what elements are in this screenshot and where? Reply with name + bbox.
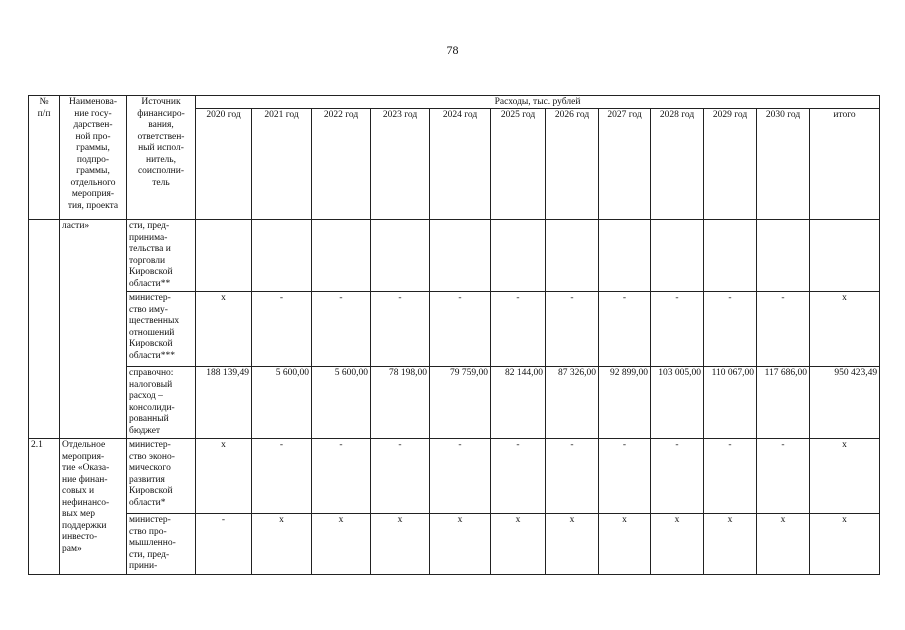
table-cell: 103 005,00 <box>651 367 704 439</box>
header-year: 2030 год <box>757 109 810 220</box>
table-cell: x <box>371 514 430 575</box>
table-cell <box>252 220 312 292</box>
table-cell <box>810 220 880 292</box>
header-year: 2022 год <box>312 109 371 220</box>
header-year: 2025 год <box>491 109 546 220</box>
table-cell: x <box>599 514 651 575</box>
table-cell: x <box>757 514 810 575</box>
header-year: 2023 год <box>371 109 430 220</box>
row-num <box>29 220 60 439</box>
table-cell: - <box>704 439 757 514</box>
table-cell: x <box>196 292 252 367</box>
table-cell: 92 899,00 <box>599 367 651 439</box>
table-row <box>29 514 880 575</box>
header-year: 2021 год <box>252 109 312 220</box>
table-cell <box>546 220 599 292</box>
table-cell: - <box>599 439 651 514</box>
table-cell: - <box>312 439 371 514</box>
table-cell: - <box>491 439 546 514</box>
table-cell: - <box>757 292 810 367</box>
table-cell: 110 067,00 <box>704 367 757 439</box>
table-cell: 188 139,49 <box>196 367 252 439</box>
row-funding-source: сти, пред- принима- тельства и торговли Кировской области** <box>127 220 196 292</box>
table-row <box>29 439 880 514</box>
row-program-name: ласти» <box>60 220 127 439</box>
table-cell: x <box>546 514 599 575</box>
row-funding-source: министер- ство эконо- мического развития Кировской области* <box>127 439 196 514</box>
table-cell: 79 759,00 <box>430 367 491 439</box>
table-cell <box>312 220 371 292</box>
header-num: № п/п <box>29 96 60 220</box>
expenses-table <box>28 95 880 575</box>
header-funding-source: Источник финансиро- вания, ответствен- ный испол- нитель, соисполни- тель <box>127 96 196 220</box>
row-funding-source: министер- ство про- мышленно- сти, пред- прини- <box>127 514 196 575</box>
row-funding-source: справочно: налоговый расход – консолиди- рованный бюджет <box>127 367 196 439</box>
table-cell <box>704 220 757 292</box>
table-cell: 117 686,00 <box>757 367 810 439</box>
table-cell <box>371 220 430 292</box>
header-program-name: Наименова- ние госу- дарствен- ной про- граммы, подпро- граммы, отдельного мероприя- тия, проекта <box>60 96 127 220</box>
row-program-name: Отдельное мероприя- тие «Оказа- ние финан- совых и нефинансо- вых мер поддержки инвесто- рам» <box>60 439 127 575</box>
table-cell: x <box>704 514 757 575</box>
table-cell: x <box>810 514 880 575</box>
table-cell: 950 423,49 <box>810 367 880 439</box>
table-cell <box>651 220 704 292</box>
header-year: 2020 год <box>196 109 252 220</box>
table-cell: - <box>430 439 491 514</box>
table-cell: - <box>651 439 704 514</box>
table-cell: - <box>491 292 546 367</box>
table-cell <box>491 220 546 292</box>
table-cell: 5 600,00 <box>252 367 312 439</box>
table-cell: 82 144,00 <box>491 367 546 439</box>
table-cell: - <box>757 439 810 514</box>
row-funding-source: министер- ство иму- щественных отношений Кировской области*** <box>127 292 196 367</box>
table-cell: x <box>252 514 312 575</box>
table-cell: x <box>430 514 491 575</box>
table-cell: x <box>651 514 704 575</box>
table-cell <box>430 220 491 292</box>
table-cell <box>757 220 810 292</box>
table-cell: - <box>252 439 312 514</box>
table-cell: 87 326,00 <box>546 367 599 439</box>
row-num: 2.1 <box>29 439 60 575</box>
table-row <box>29 220 880 292</box>
table-cell: x <box>312 514 371 575</box>
table-cell: 78 198,00 <box>371 367 430 439</box>
table-cell: - <box>430 292 491 367</box>
table-cell: x <box>810 439 880 514</box>
table-cell: - <box>371 292 430 367</box>
header-row-top <box>29 96 880 109</box>
table-cell: - <box>252 292 312 367</box>
table-cell: x <box>810 292 880 367</box>
table-cell: - <box>196 514 252 575</box>
page-number: 78 <box>446 43 459 57</box>
table-row <box>29 292 880 367</box>
table-cell: - <box>546 439 599 514</box>
table-cell <box>196 220 252 292</box>
header-expenses: Расходы, тыс. рублей <box>196 96 880 109</box>
header-year: 2027 год <box>599 109 651 220</box>
table-cell: - <box>312 292 371 367</box>
table-cell: x <box>196 439 252 514</box>
header-year: 2024 год <box>430 109 491 220</box>
table-cell: - <box>599 292 651 367</box>
table-cell: - <box>371 439 430 514</box>
header-total: итого <box>810 109 880 220</box>
table-cell: - <box>546 292 599 367</box>
table-cell: x <box>491 514 546 575</box>
table-cell: - <box>704 292 757 367</box>
table-cell: - <box>651 292 704 367</box>
table-row <box>29 367 880 439</box>
header-year: 2029 год <box>704 109 757 220</box>
header-year: 2028 год <box>651 109 704 220</box>
table-cell <box>599 220 651 292</box>
table-cell: 5 600,00 <box>312 367 371 439</box>
header-year: 2026 год <box>546 109 599 220</box>
